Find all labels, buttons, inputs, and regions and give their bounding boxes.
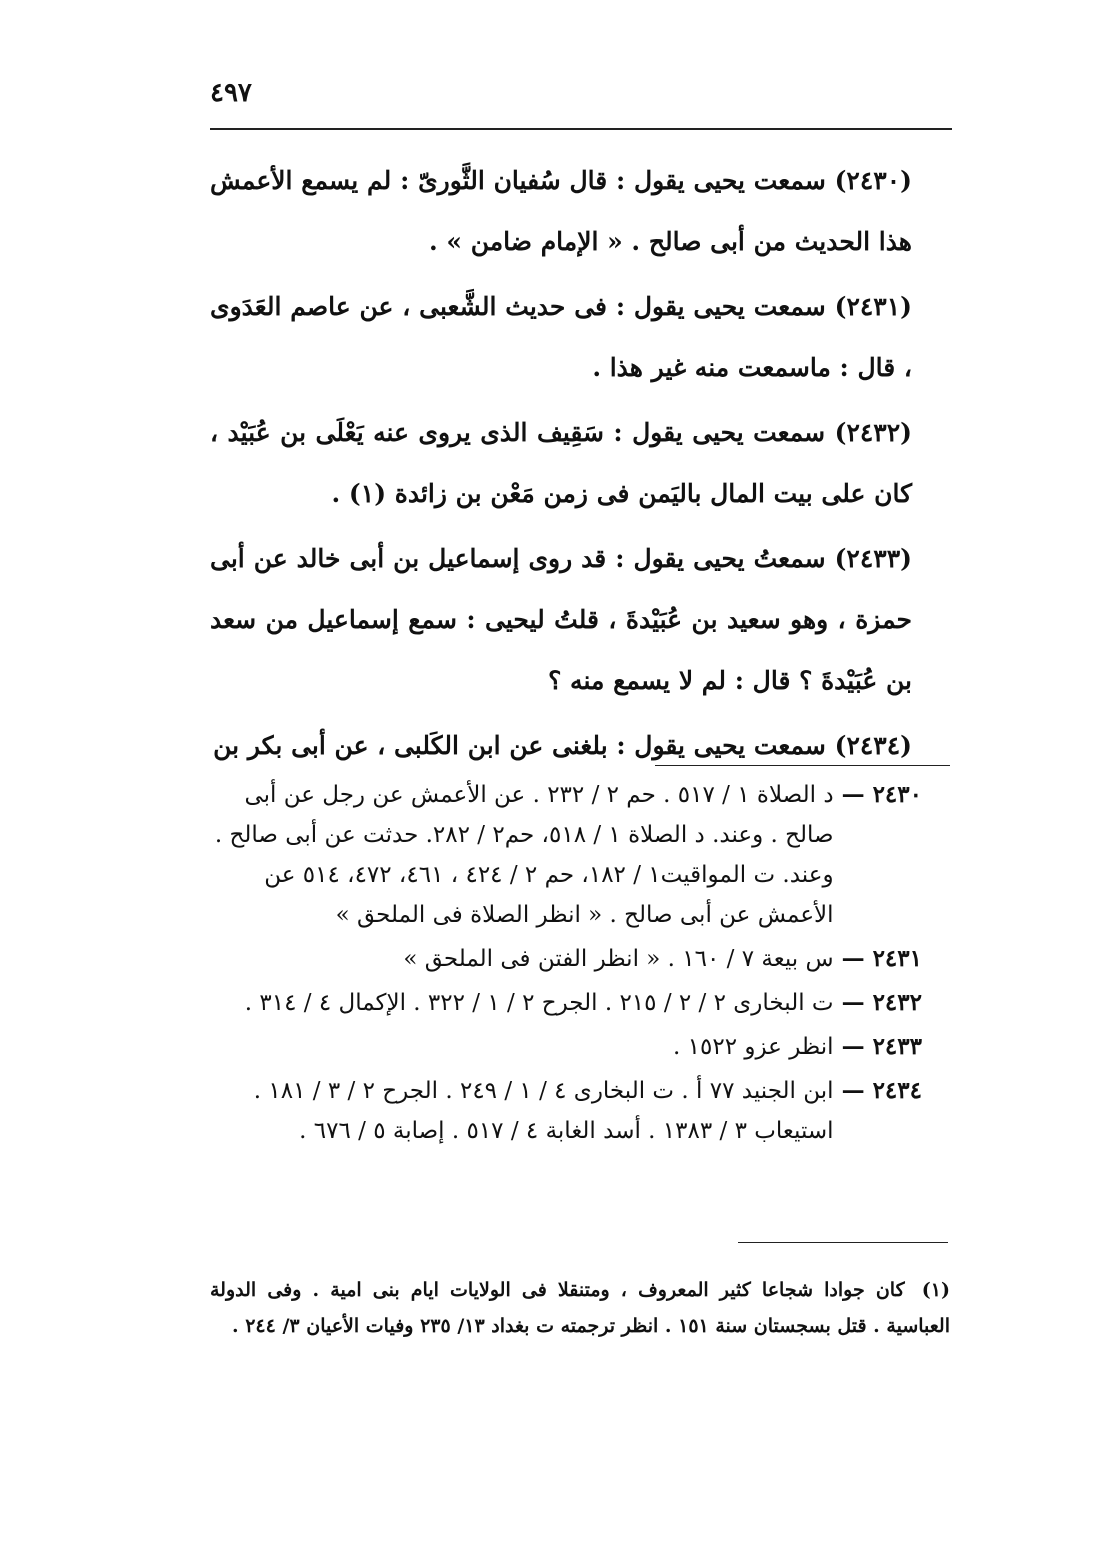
reference-item: [210, 939, 922, 979]
paragraph-text: سمعت يحيى يقول : سَقِيف الذى يروى عنه يَعْلَى بن عُبَيْد ، كان على بيت المال باليَمن فى زمن مَعْن بن زائدة (١) .: [210, 418, 912, 508]
paragraph: [210, 276, 952, 398]
footnote-divider: [738, 1242, 948, 1243]
paragraph-text: سمعت يحيى يقول : بلغنى عن ابن الكَلبى ، عن أبى بكر بن: [213, 731, 826, 760]
reference-text: ابن الجنيد ٧٧ أ . ت البخارى ٤ / ١ / ٢٤٩ . الجرح ٢ / ٣ / ١٨١ . استيعاب ٣ / ١٣٨٣ . أسد الغابة ٤ / ٥١٧ . إصابة ٥ / ٦٧٦ .: [253, 1078, 834, 1144]
paragraph-text: سمعتُ يحيى يقول : قد روى إسماعيل بن أبى خالد عن أبى حمزة ، وهو سعيد بن عُبَيْدةَ ، قلتُ ليحيى : سمع إسماعيل من سعد بن عُبَيْدةَ ؟ قال : لم لا يسمع منه ؟: [210, 544, 912, 695]
paragraph-number: (٢٤٣٣): [834, 544, 912, 573]
reference-number: ٢٤٣٤ —: [841, 1077, 922, 1104]
paragraph-number: (٢٤٣٤): [834, 731, 912, 760]
page-number: ٤٩٧: [210, 78, 252, 108]
reference-number: ٢٤٣٣ —: [841, 1033, 922, 1060]
reference-item: [210, 775, 922, 935]
footnote: [210, 1272, 950, 1344]
reference-item: [210, 1071, 922, 1151]
reference-number: ٢٤٣٢ —: [841, 989, 922, 1016]
reference-text: انظر عزو ١٥٢٢ .: [673, 1034, 834, 1060]
references-divider: [655, 765, 950, 766]
reference-number: ٢٤٣١ —: [841, 945, 922, 972]
main-text: [210, 150, 952, 780]
reference-text: س بيعة ٧ / ١٦٠ . « انظر الفتن فى الملحق »: [403, 946, 834, 972]
reference-item: [210, 983, 922, 1023]
reference-text: د الصلاة ١ / ٥١٧ . حم ٢ / ٢٣٢ . عن الأعمش عن رجل عن أبى صالح . وعند. د الصلاة ١ / ٥١٨، حم٢ / ٢٨٢. حدثت عن أبى صالح . وعند. ت المواقيت١ / ١٨٢، حم ٢ / ٤٢٤ ، ٤٦١، ٤٧٢، ٥١٤ عن الأعمش عن أبى صالح . « انظر الصلاة فى الملحق »: [214, 782, 834, 928]
footnote-marker: (١): [921, 1279, 950, 1301]
reference-item: [210, 1027, 922, 1067]
paragraph: [210, 402, 952, 524]
reference-text: ت البخارى ٢ / ٢ / ٢١٥ . الجرح ٢ / ١ / ٣٢٢ . الإكمال ٤ / ٣١٤ .: [244, 990, 834, 1016]
paragraph-number: (٢٤٣٠): [834, 166, 912, 195]
paragraph-text: سمعت يحيى يقول : فى حديث الشَّعبى ، عن عاصم العَدَوى ، قال : ماسمعت منه غير هذا .: [210, 292, 912, 382]
header-divider: [210, 128, 952, 130]
references: [210, 775, 922, 1155]
paragraph: [210, 150, 952, 272]
paragraph-number: (٢٤٣٢): [834, 418, 912, 447]
paragraph-number: (٢٤٣١): [834, 292, 912, 321]
paragraph: [210, 715, 952, 776]
reference-number: ٢٤٣٠ —: [841, 781, 922, 808]
paragraph-text: سمعت يحيى يقول : قال سُفيان الثَّورىّ : لم يسمع الأعمش هذا الحديث من أبى صالح . « الإمام ضامن » .: [210, 166, 912, 256]
paragraph: [210, 528, 952, 711]
footnote-text: كان جوادا شجاعا كثير المعروف ، ومتنقلا فى الولايات ايام بنى امية . وفى الدولة العباسية . قتل بسجستان سنة ١٥١ . انظر ترجمته ت بغداد ١٣/ ٢٣٥ وفيات الأعيان ٣/ ٢٤٤ .: [210, 1279, 950, 1337]
